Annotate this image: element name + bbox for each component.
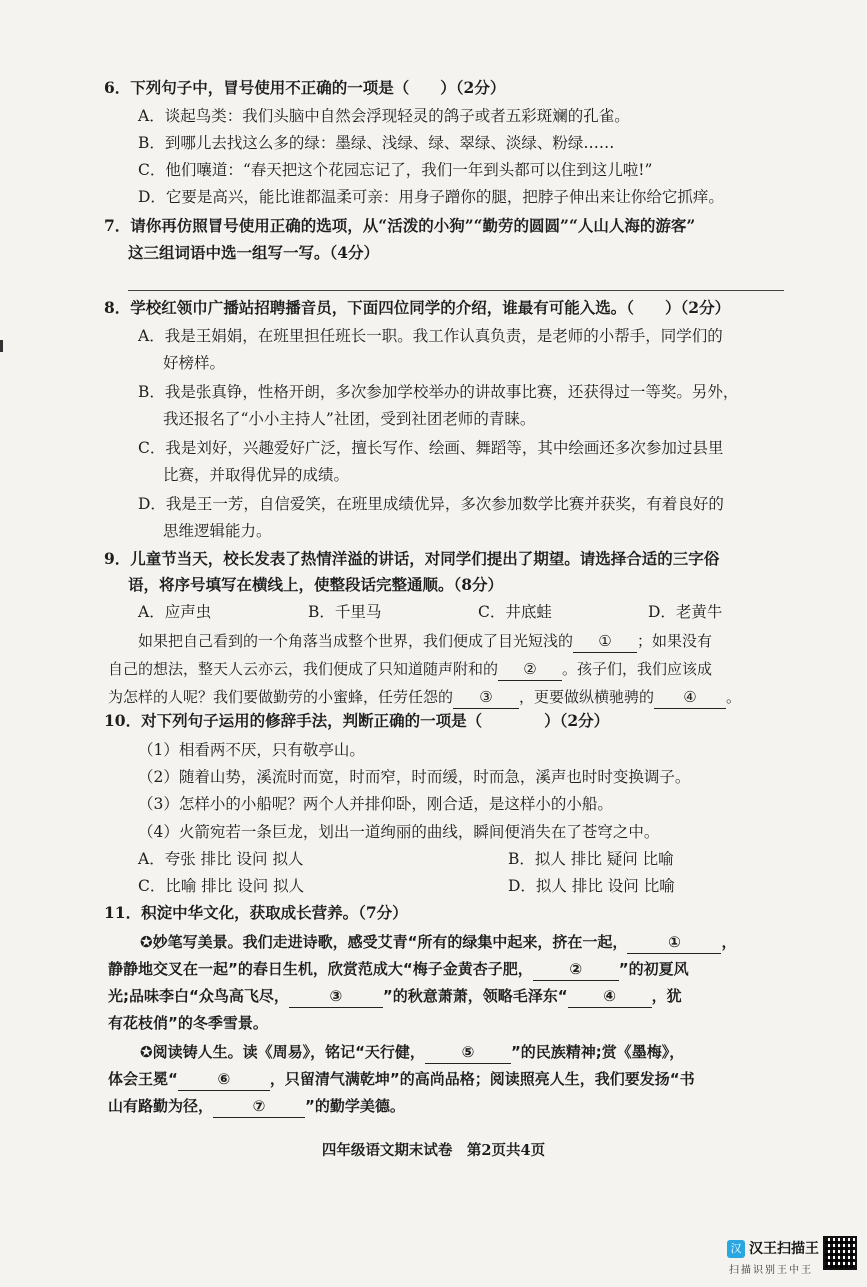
q10-option-c: C．比喻 排比 设问 拟人	[138, 877, 305, 895]
q9-para-text: ；如果没有	[637, 632, 713, 650]
q11-text: 光;品味李白“众鸟高飞尽，	[108, 987, 289, 1005]
q10-sentence-2: （2）随着山势，溪流时而宽，时而窄，时而缓，时而急，溪声也时时变换调子。	[138, 768, 691, 786]
q11-blank-3[interactable]: ③	[289, 985, 383, 1008]
q6-option-d: D．它要是高兴，能比谁都温柔可亲：用身子蹭你的腿，把脖子伸出来让你给它抓痒。	[138, 188, 724, 206]
q8-option-d-cont: 思维逻辑能力。	[163, 522, 272, 540]
q9-para-text: 。孩子们，我们应该成	[562, 660, 713, 678]
q11-text: ，	[721, 933, 737, 951]
q6-option-a: A．谈起鸟类：我们头脑中自然会浮现轻灵的鸽子或者五彩斑斓的孔雀。	[138, 107, 630, 125]
q11-p1-line2	[108, 958, 689, 981]
q8-option-a-cont: 好榜样。	[163, 354, 226, 372]
q11-p2-line2	[108, 1068, 695, 1091]
q9-para-line1	[138, 630, 712, 653]
q10-option-b: B．拟人 排比 疑问 比喻	[508, 850, 674, 868]
q9-para-line2	[108, 658, 712, 681]
q8-option-d: D．我是王一芳，自信爱笑，在班里成绩优异，多次参加数学比赛并获奖，有着良好的	[138, 495, 724, 513]
q8-option-c: C．我是刘好，兴趣爱好广泛，擅长写作、绘画、舞蹈等，其中绘画还多次参加过县里	[138, 439, 724, 457]
q8-stem: 8．学校红领巾广播站招聘播音员，下面四位同学的介绍，谁最有可能入选。（ ）（2分）	[104, 298, 731, 317]
q6-stem: 6．下列句子中，冒号使用不正确的一项是（ ）（2分）	[104, 78, 506, 97]
q10-sentence-4: （4）火箭宛若一条巨龙，划出一道绚丽的曲线，瞬间便消失在了苍穹之中。	[138, 823, 660, 841]
q9-para-text: 。	[726, 688, 742, 706]
q11-text: ”的勤学美德。	[305, 1097, 405, 1115]
q11-blank-5[interactable]: ⑤	[425, 1041, 511, 1064]
q7-line2: 这三组词语中选一组写一写。（4分）	[128, 243, 380, 262]
q9-option-d: D．老黄牛	[648, 603, 723, 621]
q9-blank-3[interactable]: ③	[453, 686, 519, 709]
q11-blank-6[interactable]: ⑥	[178, 1068, 270, 1091]
q11-p1-line1	[140, 931, 736, 954]
q8-option-b: B．我是张真铮，性格开朗，多次参加学校举办的讲故事比赛，还获得过一等奖。另外，	[138, 383, 739, 401]
q11-text: ，只留清气满乾坤”的高尚品格；阅读照亮人生，我们要发扬“书	[269, 1070, 695, 1088]
q9-para-text: 自己的想法，整天人云亦云，我们便成了只知道随声附和的	[108, 660, 499, 678]
q11-p2-line1	[140, 1041, 684, 1064]
q6-option-b: B．到哪儿去找这么多的绿：墨绿、浅绿、绿、翠绿、淡绿、粉绿……	[138, 134, 615, 152]
q7-line1: 7．请你再仿照冒号使用正确的选项，从“活泼的小狗”“勤劳的圆圆”“人山人海的游客”	[104, 216, 696, 235]
q7-answer-line[interactable]	[128, 290, 784, 291]
q11-text: 山有路勤为径，	[108, 1097, 214, 1115]
q10-stem: 10．对下列句子运用的修辞手法，判断正确的一项是（ ）（2分）	[104, 711, 610, 730]
scanner-title: 汉王扫描王	[749, 1241, 819, 1257]
scanner-logo-icon: 汉	[727, 1240, 745, 1258]
q9-option-b: B．千里马	[308, 603, 382, 621]
q11-stem: 11．积淀中华文化，获取成长营养。（7分）	[104, 903, 408, 922]
q11-text: 静静地交叉在一起”的春日生机，欣赏范成大“梅子金黄杏子肥，	[108, 960, 533, 978]
q9-para-line3	[108, 686, 741, 709]
q9-para-text: 如果把自己看到的一个角落当成整个世界，我们便成了目光短浅的	[138, 632, 574, 650]
q9-option-a: A．应声虫	[138, 603, 212, 621]
q11-text: ，犹	[651, 987, 682, 1005]
qr-code-icon[interactable]	[823, 1236, 857, 1270]
q11-blank-4[interactable]: ④	[568, 985, 652, 1008]
q11-text: ✪阅读铸人生。读《周易》，铭记“天行健，	[140, 1043, 425, 1061]
q9-option-c: C．井底蛙	[478, 603, 552, 621]
q11-text: ✪妙笔写美景。我们走进诗歌，感受艾青“所有的绿集中起来，挤在一起，	[140, 933, 628, 951]
q11-text: ”的民族精神;赏《墨梅》，	[510, 1043, 685, 1061]
edge-mark	[0, 340, 3, 352]
q11-blank-1[interactable]: ①	[627, 931, 721, 954]
q9-blank-4[interactable]: ④	[654, 686, 726, 709]
scanner-watermark	[727, 1236, 859, 1280]
q9-blank-2[interactable]: ②	[498, 658, 562, 681]
q11-p1-line3	[108, 985, 682, 1008]
q10-sentence-3: （3）怎样小的小船呢？两个人并排仰卧，刚合适，是这样小的小船。	[138, 795, 613, 813]
q8-option-c-cont: 比赛，并取得优异的成绩。	[163, 466, 350, 484]
q9-line2: 语，将序号填写在横线上，使整段话完整通顺。（8分）	[128, 575, 504, 594]
q10-sentence-1: （1）相看两不厌，只有敬亭山。	[138, 741, 365, 759]
q9-para-text: 为怎样的人呢？我们要做勤劳的小蜜蜂，任劳任怨的	[108, 688, 454, 706]
q11-text: 体会王冕“	[108, 1070, 178, 1088]
q11-text: ”的秋意萧萧，领略毛泽东“	[382, 987, 568, 1005]
q9-para-text: ，更要做纵横驰骋的	[519, 688, 655, 706]
scanner-subtitle: 扫描识别王中王	[729, 1265, 813, 1276]
q11-text: ”的初夏风	[618, 960, 689, 978]
q8-option-b-cont: 我还报名了“小小主持人”社团，受到社团老师的青睐。	[163, 410, 536, 428]
q11-blank-7[interactable]: ⑦	[213, 1095, 305, 1118]
q6-option-c: C．他们嚷道：“春天把这个花园忘记了，我们一年到头都可以住到这儿啦!”	[138, 161, 653, 179]
q11-blank-2[interactable]: ②	[533, 958, 619, 981]
q11-p2-line3	[108, 1095, 405, 1118]
q8-option-a: A．我是王娟娟，在班里担任班长一职。我工作认真负责，是老师的小帮手，同学们的	[138, 327, 723, 345]
q10-option-d: D．拟人 排比 设问 比喻	[508, 877, 675, 895]
q9-line1: 9．儿童节当天，校长发表了热情洋溢的讲话，对同学们提出了期望。请选择合适的三字俗	[104, 549, 720, 568]
page-footer: 四年级语文期末试卷 第2页共4页	[321, 1142, 546, 1159]
q9-blank-1[interactable]: ①	[573, 630, 637, 653]
q10-option-a: A．夸张 排比 设问 拟人	[138, 850, 304, 868]
q11-p1-line4: 有花枝俏”的冬季雪景。	[108, 1014, 268, 1032]
